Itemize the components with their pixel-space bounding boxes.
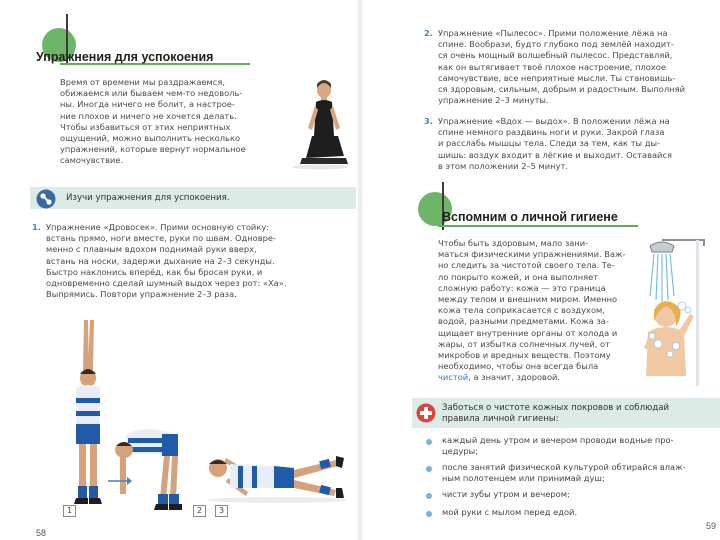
list-item-line: после занятий физической культурой обтирайся влаж- bbox=[442, 462, 686, 472]
girl-in-shower-illustration bbox=[642, 236, 716, 386]
kneeling-girl-illustration bbox=[288, 78, 352, 170]
figure-caption: 1 bbox=[63, 505, 76, 517]
list-bullet bbox=[426, 439, 432, 445]
list-item-line: мой руки с мылом перед едой. bbox=[442, 507, 578, 517]
hygiene-line: микробов и вредных веществ. Поэтому bbox=[438, 350, 611, 361]
intro-line: самочувствие. bbox=[60, 155, 124, 166]
exercise-1-line: Выпрямись. Повтори упражнение 2–3 раза. bbox=[46, 289, 237, 300]
exercise-3-line: и расслабь мышцы тела. Следи за тем, как ты ды- bbox=[438, 138, 660, 149]
task-line: Заботься о чистоте кожных покровов и соблюдай bbox=[442, 403, 670, 413]
hygiene-paragraph bbox=[438, 238, 636, 384]
hygiene-line: сложную работу: кожа — это граница bbox=[438, 282, 606, 293]
exercise-2-line: ся очень мощный волшебный пылесос. Представляй, bbox=[438, 50, 673, 61]
exercise-2-line: упражнение 2–3 минуты. bbox=[438, 95, 549, 106]
right-page bbox=[360, 0, 720, 540]
arrow-right-icon bbox=[107, 476, 133, 486]
intro-line: ние плохое и ничего не хочется делать. bbox=[60, 110, 237, 121]
intro-line: Чтобы избавиться от этих неприятных bbox=[60, 121, 231, 132]
intro-line: Время от времени мы раздражаемся, bbox=[60, 77, 225, 87]
list-item bbox=[442, 462, 718, 484]
figure-caption: 3 bbox=[215, 505, 228, 517]
hygiene-line: Чтобы быть здоровым, мало зани- bbox=[438, 238, 589, 248]
section-title: Вспомним о личной гигиене bbox=[442, 210, 618, 224]
exercise-2-line: как он вытягивает твоё плохое настроение, плохое bbox=[438, 61, 666, 72]
page-number: 59 bbox=[706, 521, 717, 531]
list-item bbox=[442, 489, 718, 500]
exercise-2-line: Упражнение «Пылесос». Прими положение лёжа на bbox=[438, 28, 668, 38]
figure-caption: 2 bbox=[193, 505, 206, 517]
exercise-number: 3. bbox=[424, 116, 433, 126]
exercise-2-line: самочувствие, все неприятные мысли. Ты становишь- bbox=[438, 72, 676, 83]
exercise-3-line: в этом положении 2–5 минут. bbox=[438, 160, 568, 171]
header-underline bbox=[438, 225, 638, 227]
task-line: правила личной гигиены: bbox=[442, 414, 559, 424]
hygiene-line: водой, разными предметами. Кожа за- bbox=[438, 316, 609, 327]
boy-lying-down-illustration bbox=[202, 448, 352, 504]
exercise-1-line: встань прямо, ноги вместе, руки по швам. Одновре- bbox=[46, 233, 277, 244]
list-item-line: чисти зубы утром и вечером; bbox=[442, 489, 570, 499]
hygiene-line: щищает внутренние органы от холода и bbox=[438, 327, 618, 338]
list-item bbox=[442, 435, 718, 457]
exercise-2-line: спине. Вообрази, будто глубоко под землёй находит- bbox=[438, 39, 674, 50]
task-instruction: Изучи упражнения для успокоения. bbox=[66, 193, 230, 203]
exercise-1-line: Упражнение «Дровосек». Прими основную стойку: bbox=[46, 222, 270, 232]
exercise-3-line: шишь: воздух входит в лёгкие и выходит. Оставайся bbox=[438, 149, 673, 160]
exercise-number: 2. bbox=[424, 28, 433, 38]
list-item-line: каждый день утром и вечером проводи водные про- bbox=[442, 435, 674, 445]
red-cross-icon bbox=[416, 403, 436, 423]
list-item-line: цедуры; bbox=[442, 446, 479, 456]
boy-standing-arms-up-illustration bbox=[62, 318, 112, 518]
hygiene-line: между телом и внешним миром. Именно bbox=[438, 294, 618, 305]
exercise-3-line: Упражнение «Вдох — выдох». В положении лёжа на bbox=[438, 116, 670, 126]
exercise-2-line: ся здоровым, сильным, добрым и радостным. Выполняй bbox=[438, 84, 685, 95]
hygiene-line-rest: , а значит, здоровой. bbox=[468, 372, 561, 383]
exercise-1-line: одновременно сделай шумный выдох через рот: «Ха». bbox=[46, 278, 287, 289]
hygiene-line: необходимо, чтобы она всегда была bbox=[438, 361, 599, 372]
hygiene-line: жары, от избытка солнечных лучей, от bbox=[438, 338, 610, 349]
exercise-3-line: спине немного раздвинь ноги и руки. Закрой глаза bbox=[438, 127, 665, 138]
list-bullet bbox=[426, 466, 432, 472]
intro-line: ны. Иногда ничего не болит, а настрое- bbox=[60, 99, 235, 110]
list-bullet bbox=[426, 493, 432, 499]
list-item bbox=[442, 507, 718, 518]
list-bullet bbox=[426, 511, 432, 517]
boy-bending-forward-illustration bbox=[106, 420, 190, 516]
intro-line: обижаемся или бываем чем-то недоволь- bbox=[60, 88, 243, 99]
hygiene-line: ло покрыто кожей, и она выполняет bbox=[438, 271, 599, 282]
page-number: 58 bbox=[36, 528, 47, 538]
intro-paragraph bbox=[60, 77, 285, 167]
highlight-word: чистой bbox=[438, 372, 469, 383]
hygiene-line: кожа тела соприкасается с воздухом, bbox=[438, 305, 605, 316]
list-item-line: ным полотенцем или принимай душ; bbox=[442, 473, 605, 483]
hygiene-line bbox=[438, 372, 636, 383]
exercise-1-line: Быстро наклонись вперёд, как бы бросая руки, и bbox=[46, 266, 263, 277]
task-instruction bbox=[442, 403, 669, 425]
intro-line: упражнений, которые вернут нормальное bbox=[60, 144, 246, 155]
exercise-1-line: встань на носки, задержи дыхание на 2–3 секунды. bbox=[46, 255, 275, 266]
intro-line: ощущений, можно выполнить несколько bbox=[60, 133, 241, 144]
exercise-number: 1. bbox=[32, 222, 41, 232]
hygiene-line: маться физическими упражнениями. Важ- bbox=[438, 249, 626, 260]
exercise-3 bbox=[424, 116, 720, 172]
hygiene-line: но следить за чистотой своего тела. Те- bbox=[438, 260, 615, 271]
exercise-1 bbox=[32, 222, 350, 300]
exercise-icon bbox=[36, 189, 56, 209]
exercise-1-line: менно с плавным вдохом поднимай руки вверх, bbox=[46, 244, 257, 255]
section-title: Упражнения для успокоения bbox=[36, 50, 214, 64]
exercise-2 bbox=[424, 28, 720, 106]
